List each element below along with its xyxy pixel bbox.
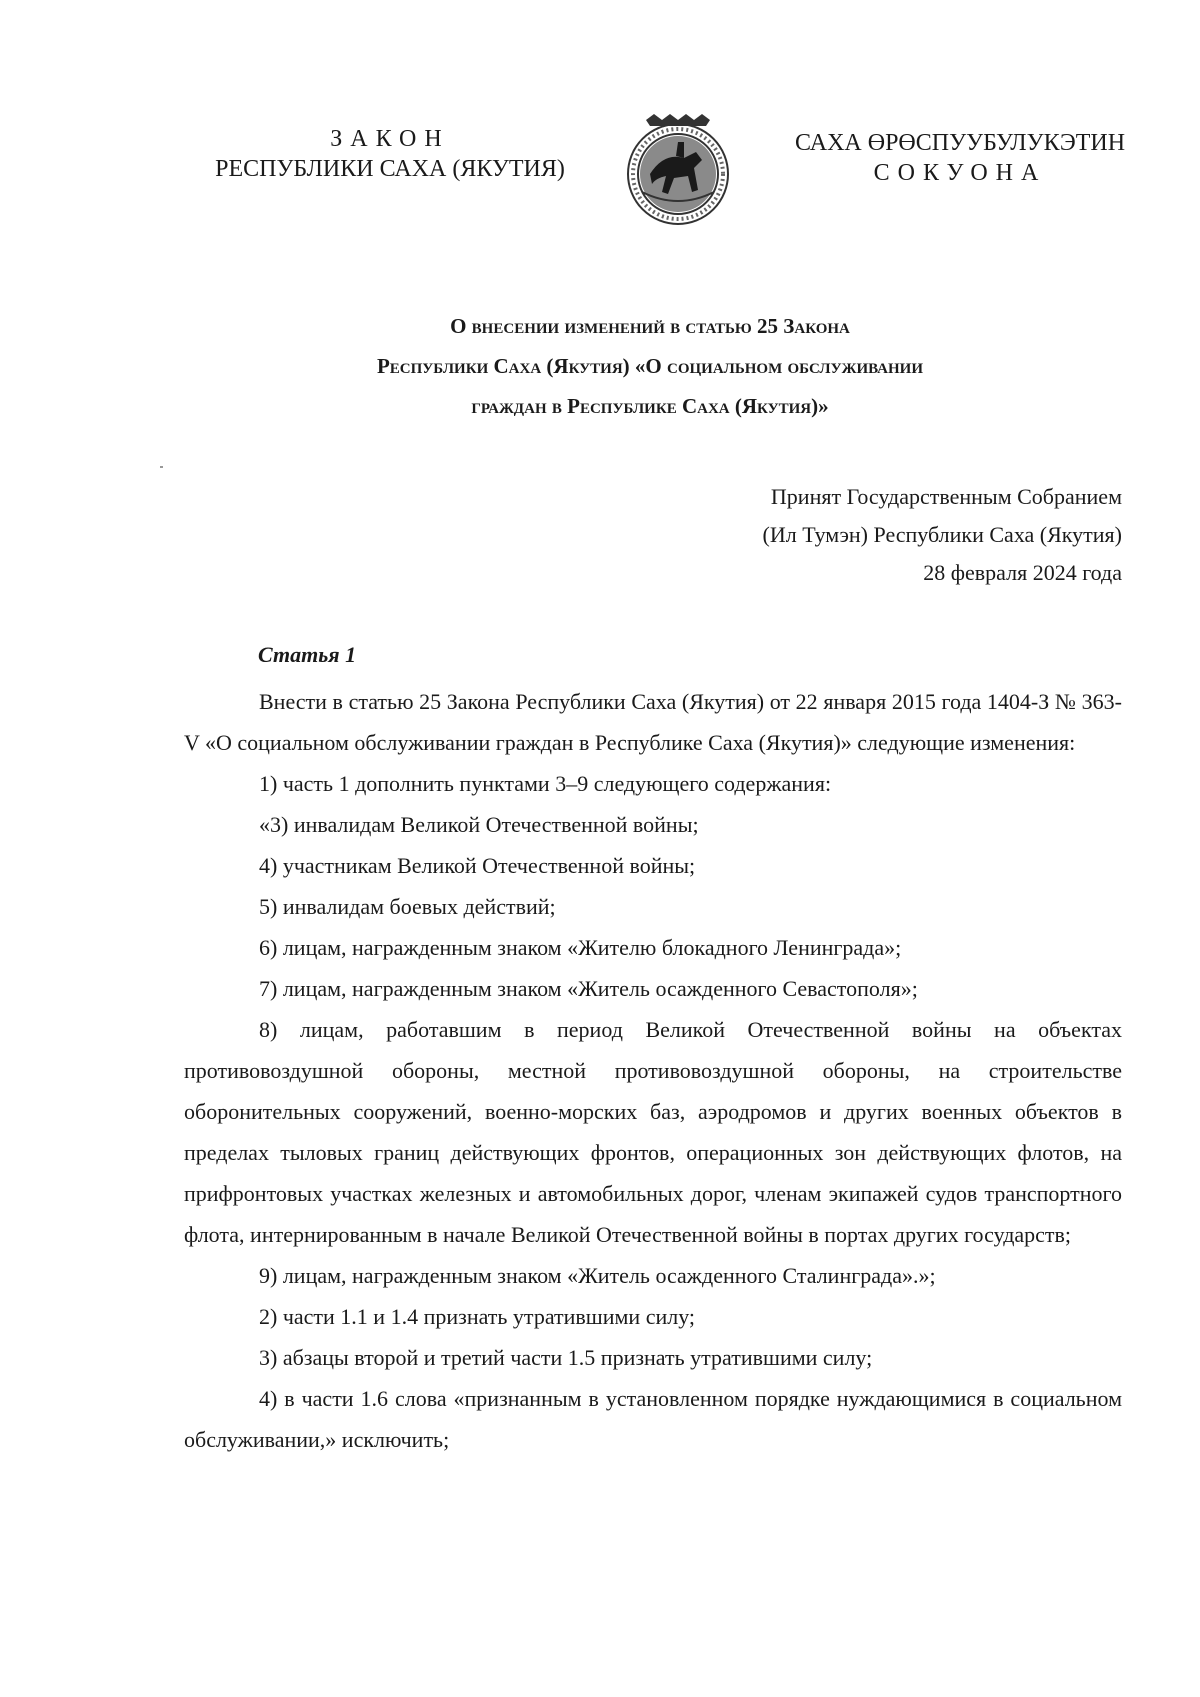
republic-name-ru: РЕСПУБЛИКИ САХА (ЯКУТИЯ)	[215, 156, 565, 182]
paragraph: 4) участникам Великой Отечественной войны;	[259, 853, 696, 878]
article-heading: Статья 1	[258, 642, 357, 667]
article-body	[184, 681, 1122, 1460]
paragraph: Внести в статью 25 Закона Республики Саха (Якутия) от 22 января 2015 года 1404-З № 363-V «О социальном обслуживании граждан в Республике Саха (Якутия)» следующие изменения:	[184, 689, 1122, 755]
scan-speck	[160, 466, 163, 468]
adoption-block	[522, 478, 1122, 592]
paragraph: 1) часть 1 дополнить пунктами 3–9 следующего содержания:	[259, 771, 832, 796]
header-right	[780, 128, 1140, 188]
paragraph: «3) инвалидам Великой Отечественной войны;	[259, 812, 699, 837]
adoption-line: Принят Государственным Собранием	[770, 484, 1122, 509]
adoption-date: 28 февраля 2024 года	[923, 560, 1122, 585]
paragraph: 8) лицам, работавшим в период Великой Отечественной войны на объектах противовоздушной обороны, местной противовоздушной обороны, на строительстве оборонительных сооружений, военно-морских баз, аэродромов и других военных объектов в пределах тыловых границ действующих фронтов, операционных зон действующих флотов, на прифронтовых участках железных и автомобильных дорог, членам экипажей судов транспортного флота, интернированным в начале Великой Отечественной войны в портах других государств;	[184, 1017, 1122, 1247]
header-left	[210, 124, 570, 184]
document-title	[200, 306, 1100, 426]
republic-name-sakha: САХА ӨРӨСПУУБУЛУКЭТИН	[794, 130, 1126, 156]
law-label-sakha: СОКУОНА	[873, 160, 1047, 186]
paragraph: 2) части 1.1 и 1.4 признать утратившими силу;	[259, 1304, 696, 1329]
title-line: граждан в Республике Саха (Якутия)»	[471, 394, 829, 418]
law-label: ЗАКОН	[330, 126, 450, 152]
title-line: Республики Саха (Якутия) «О социальном обслуживании	[376, 354, 924, 378]
paragraph: 3) абзацы второй и третий части 1.5 признать утратившими силу;	[259, 1345, 873, 1370]
paragraph: 9) лицам, награжденным знаком «Житель осажденного Сталинграда».»;	[259, 1263, 936, 1288]
sakha-coat-of-arms-icon	[622, 112, 734, 230]
paragraph: 6) лицам, награжденным знаком «Жителю блокадного Ленинграда»;	[259, 935, 902, 960]
title-line: О внесении изменений в статью 25 Закона	[450, 314, 850, 338]
adoption-line: (Ил Тумэн) Республики Саха (Якутия)	[762, 522, 1122, 547]
paragraph: 5) инвалидам боевых действий;	[259, 894, 556, 919]
paragraph: 4) в части 1.6 слова «признанным в установленном порядке нуждающимися в социальном обслуживании,» исключить;	[184, 1386, 1122, 1452]
paragraph: 7) лицам, награжденным знаком «Житель осажденного Севастополя»;	[259, 976, 918, 1001]
